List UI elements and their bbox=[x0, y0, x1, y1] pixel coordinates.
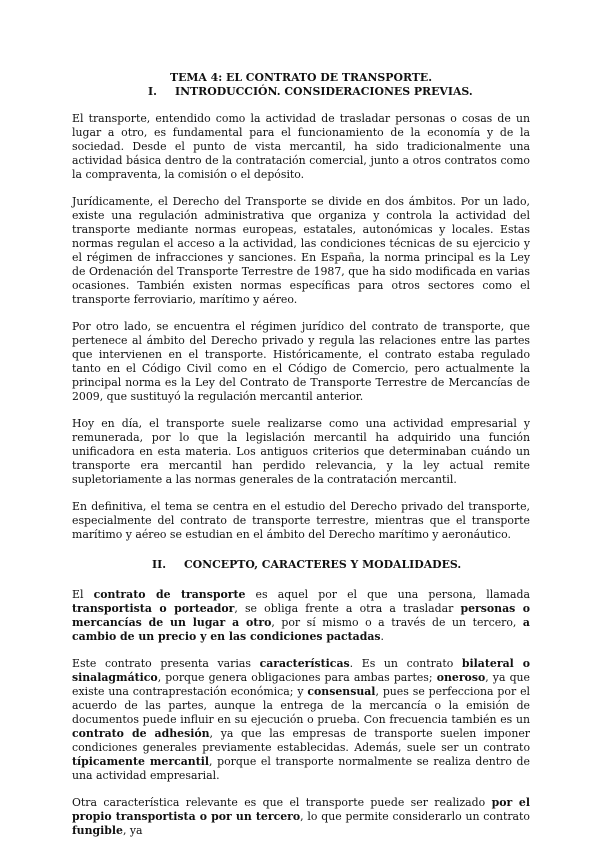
paragraph-derecho-transporte: Jurídicamente, el Derecho del Transporte se divide en dos ámbitos. Por un lado, existe una regulación administrativa que organiza y controla la actividad del transporte mediante normas europeas, estatales, autonómicas y locales. Estas normas regulan el acceso a la actividad, las condiciones técnicas de su ejercicio y el régimen de infracciones y sanciones. En España, la norma principal es la Ley de Ordenación del Transporte Terrestre de 1987, que ha sido modificada en varias ocasiones. También existen normas específicas para otros sectores como el transporte ferroviario, marítimo y aéreo. bbox=[72, 195, 530, 306]
section-title: INTRODUCCIÓN. CONSIDERACIONES PREVIAS. bbox=[175, 85, 473, 98]
text-run: , porque genera obligaciones para ambas partes; bbox=[157, 671, 437, 684]
section-number: I. bbox=[148, 85, 157, 98]
bold-term: consensual bbox=[307, 685, 376, 698]
bold-term: fungible bbox=[72, 824, 123, 837]
bold-term: transportista o porteador bbox=[72, 602, 235, 615]
section-number: II. bbox=[152, 558, 166, 571]
text-run: El bbox=[72, 588, 94, 601]
section-title: CONCEPTO, CARACTERES Y MODALIDADES. bbox=[184, 558, 462, 571]
paragraph-regimen-juridico: Por otro lado, se encuentra el régimen jurídico del contrato de transporte, que pertenece al ámbito del Derecho privado y regula las relaciones entre las partes que intervienen en el transporte. Históricamente, el contrato estaba regulado tanto en el Código Civil como en el Código de Comercio, pero actualmente la principal norma es la Ley del Contrato de Transporte Terrestre de Mercancías de 2009, que sustituyó la regulación mercantil anterior. bbox=[72, 320, 530, 403]
text-run: , se obliga frente a otra a trasladar bbox=[234, 602, 461, 615]
section-heading-concepto bbox=[72, 558, 530, 572]
text-run: Este contrato presenta varias bbox=[72, 657, 260, 670]
text-run: , porque el transporte normalmente se realiza dentro de una actividad empresarial. bbox=[72, 755, 530, 782]
text-run: Otra característica relevante es que el transporte puede ser realizado bbox=[72, 796, 492, 809]
text-run: , ya que las empresas de transporte suelen imponer condiciones generales previamente establecidas. Además, suele ser un contrato bbox=[72, 727, 531, 754]
bold-term: contrato de adhesión bbox=[72, 727, 210, 740]
bold-term: bilateral o sinalagmático bbox=[72, 657, 530, 684]
paragraph-fungible bbox=[72, 796, 530, 838]
bold-term: personas o mercancías de un lugar a otro bbox=[72, 602, 530, 629]
paragraph-actividad-empresarial: Hoy en día, el transporte suele realizarse como una actividad empresarial y remunerada, por lo que la legislación mercantil ha adquirido una función unificadora en esta materia. Los antiguos criterios que determinaban cuándo un transporte era mercantil han perdido relevancia, y la ley actual remite supletoriamente a las normas generales de la contratación mercantil. bbox=[72, 417, 530, 486]
bold-term: por el propio transportista o por un tercero bbox=[72, 796, 530, 823]
paragraph-en-definitiva: En definitiva, el tema se centra en el estudio del Derecho privado del transporte, especialmente del contrato de transporte terrestre, mientras que el transporte marítimo y aéreo se estudian en el ámbito del Derecho marítimo y aeronáutico. bbox=[72, 500, 530, 541]
text-run: . Es un contrato bbox=[349, 657, 462, 670]
paragraph-caracteristicas bbox=[72, 657, 530, 783]
text-run: , pues se perfecciona por el acuerdo de las partes, aunque la entrega de la mercancía o la emisión de documentos puede influir en su ejecución o prueba. Con frecuencia también es un bbox=[72, 685, 530, 726]
bold-term: típicamente mercantil bbox=[72, 755, 210, 768]
text-run: es aquel por el que una persona, llamada bbox=[245, 588, 530, 601]
text-run: , ya que existe una contraprestación económica; y bbox=[72, 671, 530, 698]
bold-term: contrato de transporte bbox=[93, 588, 246, 601]
bold-term: a cambio de un precio y en las condiciones pactadas bbox=[72, 616, 530, 643]
page-content bbox=[72, 71, 530, 838]
text-run: , lo que permite considerarlo un contrato bbox=[300, 810, 530, 823]
bold-term: oneroso bbox=[436, 671, 486, 684]
bold-term: características bbox=[259, 657, 350, 670]
section-heading-introduccion bbox=[72, 85, 530, 99]
text-run: , ya bbox=[122, 824, 143, 837]
paragraph-transporte-definicion: El transporte, entendido como la actividad de trasladar personas o cosas de un lugar a otro, es fundamental para el funcionamiento de la economía y de la sociedad. Desde el punto de vista mercantil, ha sido tradicionalmente una actividad básica dentro de la contratación comercial, junto a otros contratos como la compraventa, la comisión o el depósito. bbox=[72, 112, 530, 181]
text-run: , por sí mismo o a través de un tercero, bbox=[271, 616, 523, 629]
document-title: TEMA 4: EL CONTRATO DE TRANSPORTE. bbox=[169, 71, 433, 84]
paragraph-concepto bbox=[72, 588, 530, 644]
text-run: . bbox=[380, 630, 384, 643]
